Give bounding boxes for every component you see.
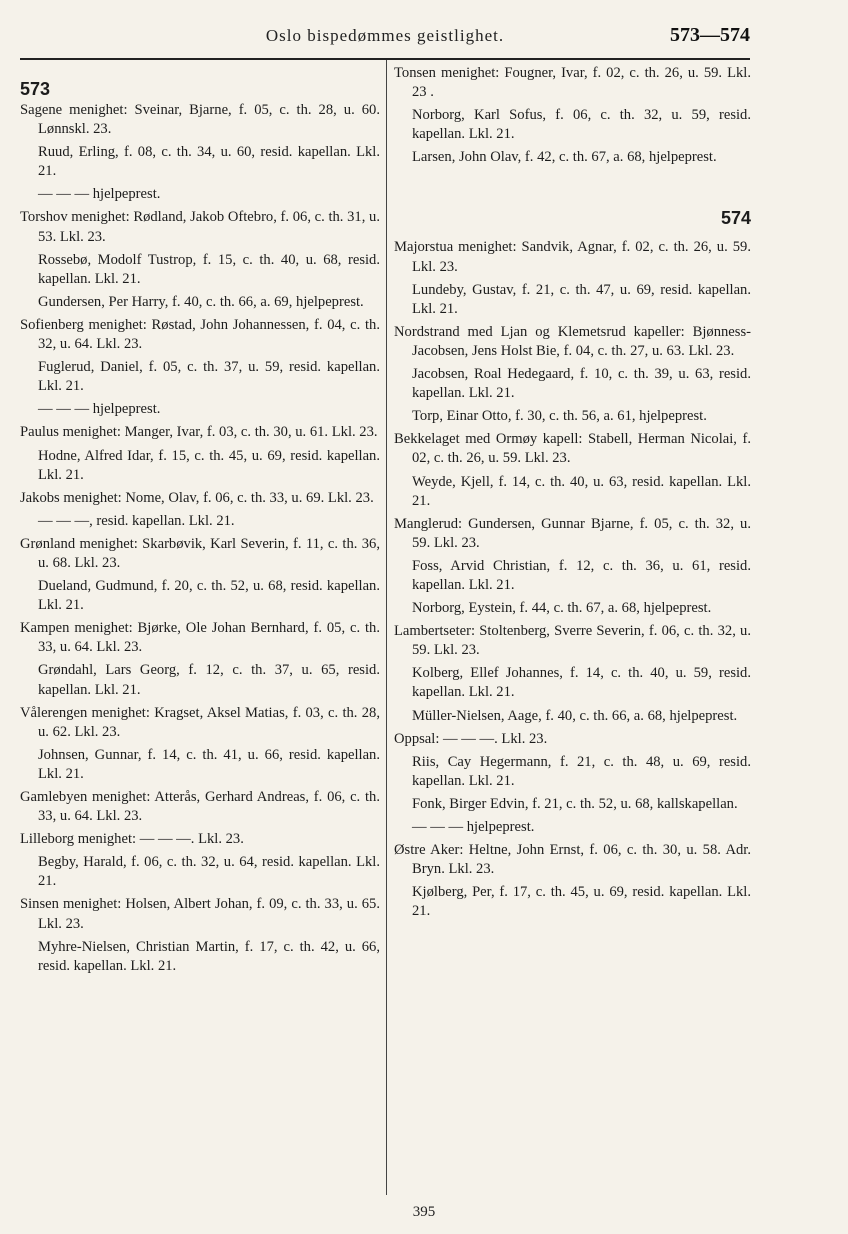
clergy-entry: Fuglerud, Daniel, f. 05, c. th. 37, u. 59, resid. kapellan. Lkl. 21. bbox=[38, 359, 380, 395]
clergy-entry: Johnsen, Gunnar, f. 14, c. th. 41, u. 66, resid. kapellan. Lkl. 21. bbox=[38, 746, 380, 782]
parish-entry: Sinsen menighet: Holsen, Albert Johan, f. 09, c. th. 33, u. 65. Lkl. 23. bbox=[20, 896, 380, 932]
clergy-entry: Ruud, Erling, f. 08, c. th. 34, u. 60, resid. kapellan. Lkl. 21. bbox=[38, 144, 380, 180]
page-range: 573—574 bbox=[670, 24, 750, 46]
header-rule bbox=[20, 58, 750, 60]
clergy-entry: Lundeby, Gustav, f. 21, c. th. 47, u. 69, resid. kapellan. Lkl. 21. bbox=[412, 281, 751, 317]
clergy-entry: — — — hjelpeprest. bbox=[412, 819, 535, 835]
parish-entry: Manglerud: Gundersen, Gunnar Bjarne, f. 05, c. th. 32, u. 59. Lkl. 23. bbox=[394, 515, 751, 551]
parish-entry: Bekkelaget med Ormøy kapell: Stabell, Herman Nicolai, f. 02, c. th. 26, u. 59. Lkl. 23. bbox=[394, 431, 751, 467]
clergy-entry: Müller-Nielsen, Aage, f. 40, c. th. 66, a. 68, hjelpeprest. bbox=[412, 707, 738, 724]
clergy-entry: Kjølberg, Per, f. 17, c. th. 45, u. 69, resid. kapellan. Lkl. 21. bbox=[412, 884, 751, 920]
parish-entry: Kampen menighet: Bjørke, Ole Johan Bernhard, f. 05, c. th. 33, u. 64. Lkl. 23. bbox=[20, 620, 380, 656]
clergy-entry: Dueland, Gudmund, f. 20, c. th. 52, u. 68, resid. kapellan. Lkl. 21. bbox=[38, 578, 380, 614]
parish-entry: Vålerengen menighet: Kragset, Aksel Matias, f. 03, c. th. 28, u. 62. Lkl. 23. bbox=[20, 704, 380, 740]
clergy-entry: — — — hjelpeprest. bbox=[38, 186, 161, 203]
parish-entry: Majorstua menighet: Sandvik, Agnar, f. 02, c. th. 26, u. 59. Lkl. 23. bbox=[394, 239, 751, 275]
clergy-entry: Myhre-Nielsen, Christian Martin, f. 17, c. th. 42, u. 66, resid. kapellan. Lkl. 21. bbox=[38, 938, 380, 974]
clergy-entry: Begby, Harald, f. 06, c. th. 32, u. 64, resid. kapellan. Lkl. 21. bbox=[38, 854, 380, 890]
clergy-entry: Riis, Cay Hegermann, f. 21, c. th. 48, u. 69, resid. kapellan. Lkl. 21. bbox=[412, 753, 751, 789]
clergy-entry: Jacobsen, Roal Hedegaard, f. 10, c. th. 39, u. 63, resid. kapellan. Lkl. 21. bbox=[412, 366, 751, 402]
parish-entry: Tonsen menighet: Fougner, Ivar, f. 02, c. th. 26, u. 59. Lkl. 23 . bbox=[394, 65, 751, 101]
parish-entry: Gamlebyen menighet: Atterås, Gerhard Andreas, f. 06, c. th. 33, u. 64. Lkl. 23. bbox=[20, 789, 380, 825]
parish-entry: Lambertseter: Stoltenberg, Sverre Severin, f. 06, c. th. 32, u. 59. Lkl. 23. bbox=[394, 623, 751, 659]
parish-entry: Sagene menighet: Sveinar, Bjarne, f. 05, c. th. 28, u. 60. Lønnskl. 23. bbox=[20, 102, 380, 138]
parish-entry: Sofienberg menighet: Røstad, John Johannessen, f. 04, c. th. 32, u. 64. Lkl. 23. bbox=[20, 316, 380, 353]
clergy-entry: Norborg, Eystein, f. 44, c. th. 67, a. 68, hjelpeprest. bbox=[412, 600, 712, 617]
column-divider bbox=[386, 60, 387, 1195]
page-number: 395 bbox=[412, 1204, 436, 1220]
parish-entry: Lilleborg menighet: — — —. Lkl. 23. bbox=[20, 831, 244, 848]
clergy-entry: — — — hjelpeprest. bbox=[38, 401, 161, 418]
clergy-entry: — — —, resid. kapellan. Lkl. 21. bbox=[38, 512, 235, 529]
running-head: Oslo bispedømmes geistlighet. bbox=[265, 26, 505, 45]
clergy-entry: Weyde, Kjell, f. 14, c. th. 40, u. 63, resid. kapellan. Lkl. 21. bbox=[412, 473, 751, 509]
clergy-entry: Larsen, John Olav, f. 42, c. th. 67, a. 68, hjelpeprest. bbox=[412, 149, 717, 166]
section-number-573: 573 bbox=[20, 79, 51, 99]
clergy-entry: Hodne, Alfred Idar, f. 15, c. th. 45, u. 69, resid. kapellan. Lkl. 21. bbox=[38, 447, 380, 483]
clergy-entry: Rossebø, Modolf Tustrop, f. 15, c. th. 40, u. 68, resid. kapellan. Lkl. 21. bbox=[38, 251, 380, 287]
parish-entry: Jakobs menighet: Nome, Olav, f. 06, c. th. 33, u. 69. Lkl. 23. bbox=[20, 489, 374, 506]
parish-entry: Torshov menighet: Rødland, Jakob Oftebro, f. 06, c. th. 31, u. 53. Lkl. 23. bbox=[20, 209, 380, 245]
clergy-entry: Norborg, Karl Sofus, f. 06, c. th. 32, u. 59, resid. kapellan. Lkl. 21. bbox=[412, 107, 751, 143]
parish-entry: Nordstrand med Ljan og Klemetsrud kapeller: Bjønness-Jacobsen, Jens Holst Bie, f. 04, c. th. 27, u. 63. Lkl. 23. bbox=[394, 323, 751, 359]
clergy-entry: Foss, Arvid Christian, f. 12, c. th. 36, u. 61, resid. kapellan. Lkl. 21. bbox=[412, 557, 751, 593]
clergy-entry: Fonk, Birger Edvin, f. 21, c. th. 52, u. 68, kallskapellan. bbox=[412, 795, 738, 812]
section-number-574: 574 bbox=[720, 208, 751, 229]
clergy-entry: Torp, Einar Otto, f. 30, c. th. 56, a. 61, hjelpeprest. bbox=[412, 408, 707, 425]
parish-entry: Grønland menighet: Skarbøvik, Karl Severin, f. 11, c. th. 36, u. 68. Lkl. 23. bbox=[20, 535, 380, 571]
right-entries bbox=[394, 238, 751, 921]
parish-entry: Oppsal: — — —. Lkl. 23. bbox=[394, 730, 548, 747]
clergy-entry: Kolberg, Ellef Johannes, f. 14, c. th. 40, u. 59, resid. kapellan. Lkl. 21. bbox=[412, 665, 751, 701]
parish-entry: Paulus menighet: Manger, Ivar, f. 03, c. th. 30, u. 61. Lkl. 23. bbox=[20, 424, 378, 441]
clergy-entry: Grøndahl, Lars Georg, f. 12, c. th. 37, u. 65, resid. kapellan. Lkl. 21. bbox=[38, 662, 380, 698]
right-pre-entries bbox=[394, 64, 751, 167]
left-column bbox=[20, 64, 380, 980]
page-header bbox=[20, 22, 750, 52]
right-column bbox=[394, 64, 751, 925]
left-entries bbox=[20, 101, 380, 976]
clergy-entry: Gundersen, Per Harry, f. 40, c. th. 66, a. 69, hjelpeprest. bbox=[38, 293, 364, 310]
parish-entry: Østre Aker: Heltne, John Ernst, f. 06, c. th. 30, u. 58. Adr. Bryn. Lkl. 23. bbox=[394, 842, 751, 878]
